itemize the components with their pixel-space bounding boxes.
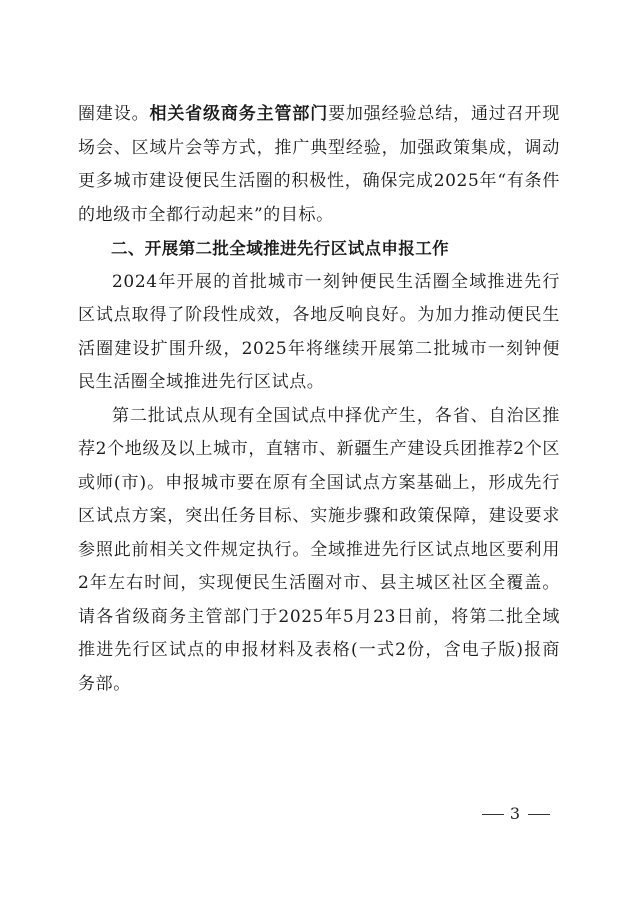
paragraph-1-text-a: 圈建设。 [78,104,150,124]
paragraph-2: 2024年开展的首批城市一刻钟便民生活圈全域推进先行区试点取得了阶段性成效，各地反响良好。为加力推动便民生活圈建设扩围升级，2025年将继续开展第二批城市一刻钟便民生活圈全域推进先行区试点。 [78,271,560,392]
paragraph-3: 第二批试点从现有全国试点中择优产生，各省、自治区推荐2个地级及以上城市，直辖市、新疆生产建设兵团推荐2个区或师(市)。申报城市要在原有全国试点方案基础上，形成先行区试点方案，突出任务目标、实施步骤和政策保障，建设要求参照此前相关文件规定执行。全域推进先行区试点地区要利用2年左右时间，实现便民生活圈对市、县主城区社区全覆盖。请各省级商务主管部门于2025年5月23日前，将第二批全域推进先行区试点的申报材料及表格(一式2份，含电子版)报商务部。 [78,405,560,694]
paragraph-1 [78,98,560,232]
dash-left [482,814,504,815]
page-number-footer [468,804,564,823]
section-heading-2: 二、开展第二批全域推进先行区试点申报工作 [111,239,449,258]
document-body [78,98,560,701]
paragraph-1-text-b: 要加强经验总结，通过召开现场会、区域片会等方式，推广典型经验，加强政策集成，调动更多城市建设便民生活圈的积极性，确保完成2025年“有条件的地级市全都行动起来”的目标。 [78,104,560,225]
paragraph-1-bold-subject: 相关省级商务主管部门 [149,104,329,124]
dash-right [528,814,550,815]
page-number: 3 [509,804,523,823]
